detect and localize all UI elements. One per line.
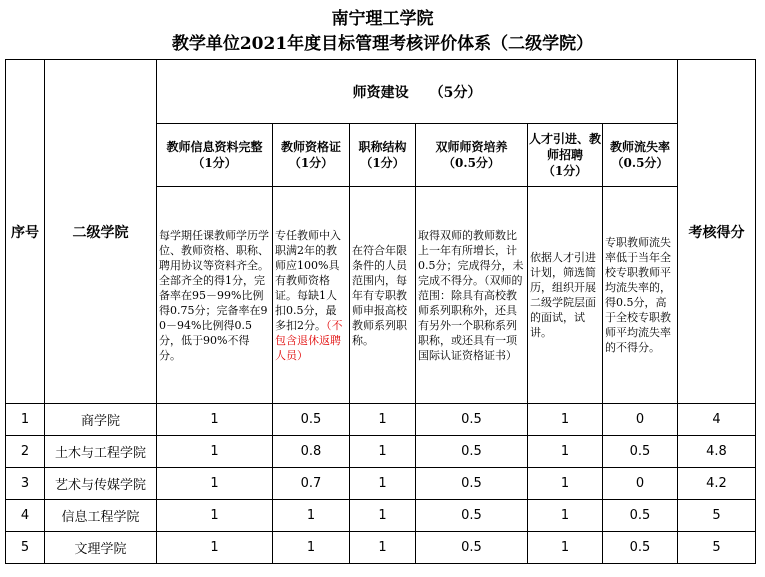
criterion-desc-cell xyxy=(350,187,416,404)
total-score: 5 xyxy=(678,500,756,532)
criterion-header xyxy=(350,124,416,187)
criterion-name: 教师信息资料完整 xyxy=(166,140,263,154)
criterion-value: 1 xyxy=(350,468,416,500)
criterion-points: （1分） xyxy=(542,164,588,178)
criterion-value: 1 xyxy=(528,500,603,532)
group-header: 师资建设 （5分） xyxy=(157,60,678,124)
criterion-value: 1 xyxy=(273,532,350,564)
criterion-desc: 专职教师流失率低于当年全校专职教师平均流失率的，得0.5分，高于全校专职教师平均流失率的不得分。 xyxy=(605,236,671,354)
criterion-desc: 在符合年限条件的人员范围内，每年有专职教师申报高校教师系列职称。 xyxy=(352,243,407,347)
criterion-value: 1 xyxy=(273,500,350,532)
criterion-note: （不包含退休返聘人员） xyxy=(275,318,343,362)
college-name: 文理学院 xyxy=(45,532,157,564)
criterion-value: 1 xyxy=(528,436,603,468)
criterion-value: 1 xyxy=(350,404,416,436)
college-name: 艺术与传媒学院 xyxy=(45,468,157,500)
criterion-points: （0.5分） xyxy=(443,156,500,170)
college-name: 土木与工程学院 xyxy=(45,436,157,468)
criterion-header xyxy=(416,124,528,187)
row-index: 3 xyxy=(6,468,45,500)
page-title: 南宁理工学院 xyxy=(331,9,434,29)
criterion-desc-cell xyxy=(157,187,273,404)
criterion-desc: 依据人才引进计划，筛选简历，组织开展二级学院层面的面试，试讲。 xyxy=(530,251,596,339)
criterion-header xyxy=(273,124,350,187)
criterion-value: 1 xyxy=(350,436,416,468)
score-header: 考核得分 xyxy=(678,60,756,404)
criterion-points: （1分） xyxy=(192,156,237,170)
total-score: 4 xyxy=(678,404,756,436)
criterion-header xyxy=(157,124,273,187)
criterion-desc-cell xyxy=(416,187,528,404)
index-header: 序号 xyxy=(6,60,45,404)
criterion-value: 0.5 xyxy=(416,532,528,564)
total-score: 5 xyxy=(678,532,756,564)
criterion-points: （0.5分） xyxy=(611,156,669,170)
criterion-value: 1 xyxy=(157,468,273,500)
criterion-value: 0.5 xyxy=(603,500,678,532)
criterion-value: 0.8 xyxy=(273,436,350,468)
criterion-header xyxy=(528,124,603,187)
criterion-value: 1 xyxy=(157,532,273,564)
criterion-value: 0 xyxy=(603,468,678,500)
criterion-desc: 每学期任课教师学历学位、教师资格、职称、聘用协议等资料齐全。全部齐全的得1分，完备率在95－99%比例得0.75分；完备率在90－94%比例得0.5分，低于90%不得分。 xyxy=(159,228,269,362)
criterion-name: 职称结构 xyxy=(358,140,407,154)
criterion-value: 1 xyxy=(157,404,273,436)
criterion-value: 1 xyxy=(528,468,603,500)
criterion-value: 0.7 xyxy=(273,468,350,500)
criterion-value: 0.5 xyxy=(416,436,528,468)
college-name: 商学院 xyxy=(45,404,157,436)
total-score: 4.8 xyxy=(678,436,756,468)
criterion-desc: 取得双师的教师数比上一年有所增长，计0.5分；完成得分，未完成不得分。（双师的范围：除具有高校教师系列职称外，还具有另外一个职称系列职称，或还具有一项国际认证资格证书） xyxy=(418,228,524,362)
table-row xyxy=(6,468,756,500)
criterion-name: 双师师资培养 xyxy=(435,140,508,154)
criterion-value: 1 xyxy=(350,532,416,564)
criterion-value: 0.5 xyxy=(416,468,528,500)
criterion-value: 1 xyxy=(528,404,603,436)
criterion-value: 1 xyxy=(157,500,273,532)
criterion-value: 0.5 xyxy=(416,404,528,436)
college-header: 二级学院 xyxy=(45,60,157,404)
total-score: 4.2 xyxy=(678,468,756,500)
criterion-value: 1 xyxy=(528,532,603,564)
row-index: 4 xyxy=(6,500,45,532)
row-index: 1 xyxy=(6,404,45,436)
criterion-name: 教师资格证 xyxy=(280,140,341,154)
college-name: 信息工程学院 xyxy=(45,500,157,532)
criterion-desc-cell xyxy=(273,187,350,404)
page-subtitle: 教学单位2021年度目标管理考核评价体系（二级学院） xyxy=(171,34,594,54)
criterion-points: （1分） xyxy=(288,156,334,170)
criterion-name: 人才引进、教师招聘 xyxy=(528,132,601,162)
row-index: 2 xyxy=(6,436,45,468)
criterion-desc-cell xyxy=(603,187,678,404)
table-row xyxy=(6,404,756,436)
criterion-value: 1 xyxy=(157,436,273,468)
criterion-value: 0 xyxy=(603,404,678,436)
evaluation-table xyxy=(5,59,756,564)
table-row xyxy=(6,532,756,564)
criterion-desc: 专任教师中入职满2年的教师应100%具有教师资格证。每缺1人扣0.5分，最多扣2分。 xyxy=(275,228,341,332)
table-row xyxy=(6,500,756,532)
criterion-value: 1 xyxy=(350,500,416,532)
criterion-points: （1分） xyxy=(360,156,405,170)
criterion-value: 0.5 xyxy=(273,404,350,436)
row-index: 5 xyxy=(6,532,45,564)
table-row xyxy=(6,436,756,468)
criterion-desc-cell xyxy=(528,187,603,404)
criterion-value: 0.5 xyxy=(416,500,528,532)
criterion-value: 0.5 xyxy=(603,436,678,468)
criterion-header xyxy=(603,124,678,187)
criterion-value: 0.5 xyxy=(603,532,678,564)
criterion-name: 教师流失率 xyxy=(609,140,670,154)
